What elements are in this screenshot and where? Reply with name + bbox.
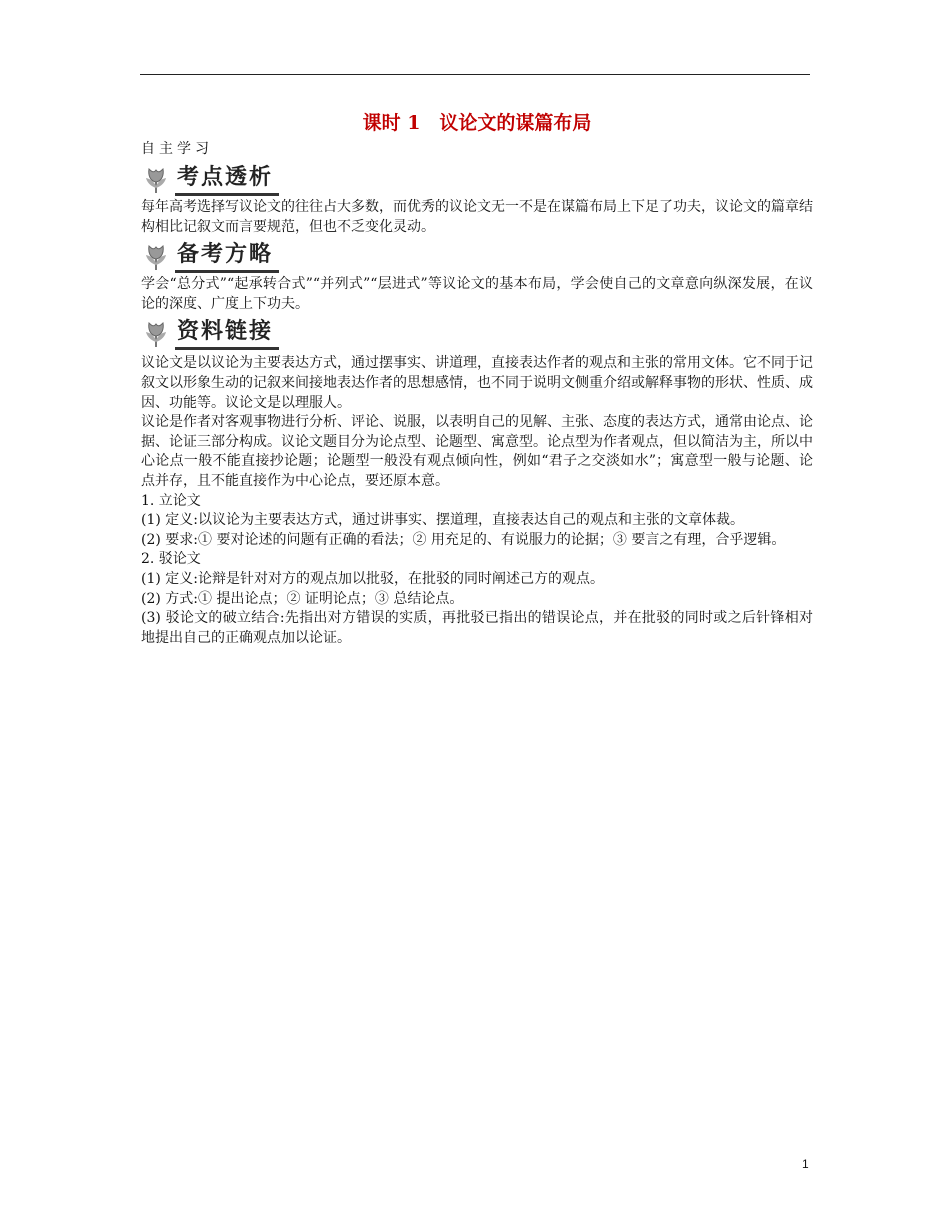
section-heading-label: 考点透析: [175, 163, 279, 196]
paragraph: 议论是作者对客观事物进行分析、评论、说服，以表明自己的见解、主张、态度的表达方式，通常由论点、论据、论证三部分构成。议论文题目分为论点型、论题型、寓意型。论点型为作者观点，但以简洁为主，所以中心论点一般不能直接抄论题；论题型一般没有观点倾向性，例如“君子之交淡如水”；寓意型一般与论题、论点并存，且不能直接作为中心论点，要还原本意。: [141, 414, 813, 489]
material-block: [141, 354, 813, 648]
list-item: (1) 定义:以议论为主要表达方式，通过讲事实、摆道理，直接表达自己的观点和主张的文章体裁。: [141, 512, 744, 529]
list-heading: 1. 立论文: [141, 492, 201, 509]
paragraph: 议论文是以议论为主要表达方式，通过摆事实、讲道理，直接表达作者的观点和主张的常用文体。它不同于记叙文以形象生动的记叙来间接地表达作者的思想感情，也不同于说明文侧重介绍或解释事物的形状、性质、成因、功能等。议论文是以理服人。: [141, 355, 813, 411]
list-item: (1) 定义:论辩是针对对方的观点加以批驳，在批驳的同时阐述己方的观点。: [141, 570, 604, 587]
tulip-icon: [141, 320, 171, 350]
paragraph: 学会“总分式”“起承转合式”“并列式”“层进式”等议论文的基本布局，学会使自己的文章意向纵深发展，在议论的深度、广度上下功夫。: [141, 276, 813, 312]
page-content: [141, 110, 813, 648]
section-heading-label: 备考方略: [175, 240, 279, 273]
list-item: (3) 驳论文的破立结合:先指出对方错误的实质，再批驳已指出的错误论点，并在批驳的同时或之后针锋相对地提出自己的正确观点加以论证。: [141, 610, 813, 646]
header-rule: [140, 74, 810, 75]
section-subtitle: 自主学习: [141, 141, 213, 157]
heading-ziliao: [141, 314, 813, 350]
page-title: 课时 1 议论文的谋篇布局: [362, 112, 592, 134]
heading-beikao: [141, 237, 813, 273]
list-item: (2) 方式:① 提出论点；② 证明论点；③ 总结论点。: [141, 590, 464, 607]
section-heading-label: 资料链接: [175, 317, 279, 350]
paragraph: 每年高考选择写议论文的往往占大多数，而优秀的议论文无一不是在谋篇布局上下足了功夫，议论文的篇章结构相比记叙文而言要规范，但也不乏变化灵动。: [141, 199, 813, 235]
heading-kaodian: [141, 160, 813, 196]
list-heading: 2. 驳论文: [141, 551, 201, 568]
list-item: (2) 要求:① 要对论述的问题有正确的看法；② 用充足的、有说服力的论据；③ 要言之有理，合乎逻辑。: [141, 531, 786, 548]
tulip-icon: [141, 243, 171, 273]
tulip-icon: [141, 166, 171, 196]
page-number: 1: [802, 1157, 809, 1171]
